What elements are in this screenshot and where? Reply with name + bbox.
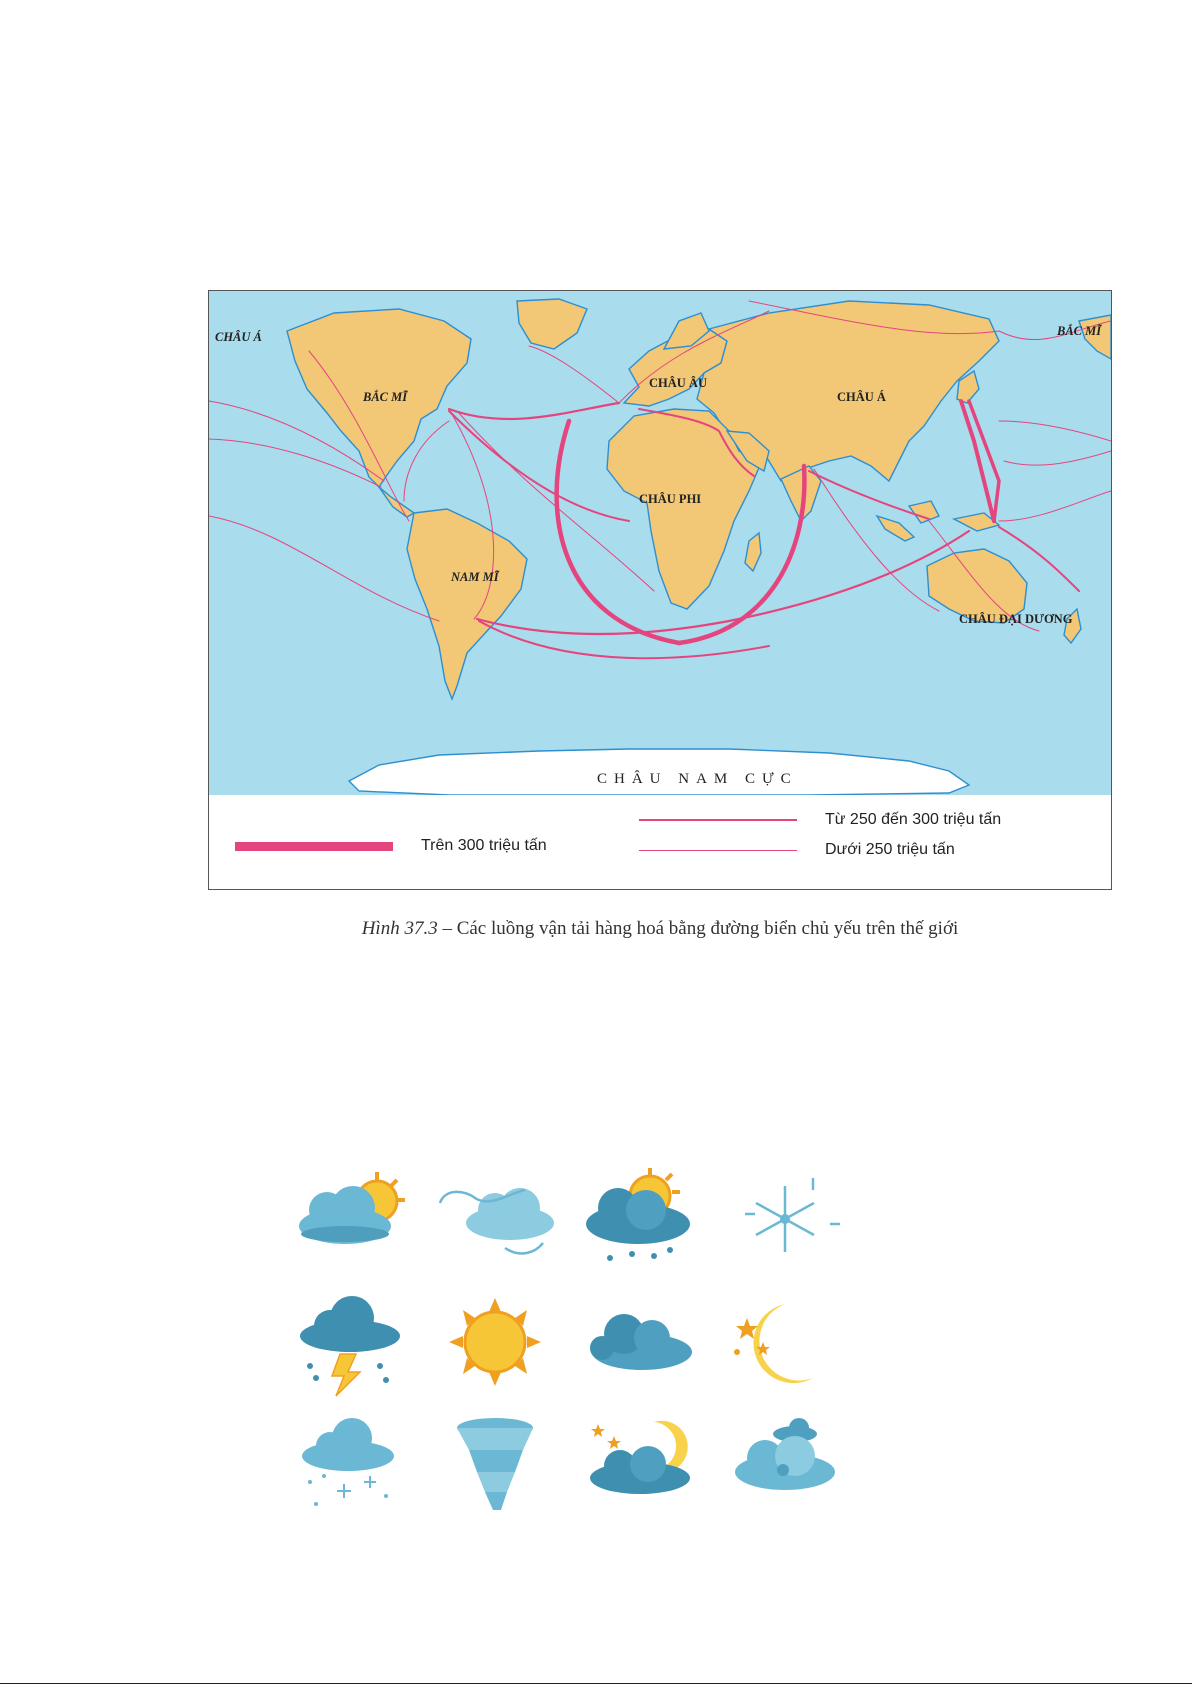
sun-icon — [435, 1296, 565, 1406]
rain-cloud-sun-icon — [580, 1168, 710, 1278]
label-chau-a: CHÂU Á — [837, 390, 886, 404]
label-chau-phi: CHÂU PHI — [639, 492, 702, 506]
tornado-icon — [435, 1416, 565, 1526]
legend-thin-line — [639, 850, 797, 851]
world-map — [209, 291, 1111, 795]
legend-medium-label: Từ 250 đến 300 triệu tấn — [825, 811, 1002, 828]
moon-stars-icon — [725, 1296, 855, 1406]
page-bottom-rule — [0, 1683, 1192, 1684]
legend-thin — [639, 841, 955, 859]
label-bac-mi-right: BẮC MĨ — [1057, 324, 1102, 338]
legend-thick-label: Trên 300 triệu tấn — [421, 837, 547, 854]
label-nam-mi: NAM MĨ — [451, 570, 499, 584]
overcast-icon — [725, 1416, 855, 1526]
figure-caption — [208, 918, 1112, 940]
windy-cloud-icon — [435, 1168, 565, 1278]
legend-thick-line — [235, 842, 393, 851]
legend-medium — [639, 811, 1001, 829]
cloud-sun-icon — [285, 1168, 415, 1278]
label-chau-nam-cuc: CHÂU NAM CỰC — [597, 771, 798, 787]
label-chau-dai-duong: CHÂU ĐẠI DƯƠNG — [959, 612, 1073, 626]
map-legend — [209, 795, 1111, 889]
legend-medium-line — [639, 819, 797, 821]
snow-cloud-icon — [290, 1416, 420, 1526]
snowflake-icon — [725, 1168, 855, 1278]
night-cloud-icon — [580, 1416, 710, 1526]
caption-number: Hình 37.3 — [361, 918, 438, 939]
thunderstorm-icon — [290, 1296, 420, 1406]
map-figure — [208, 290, 1112, 890]
legend-thick — [235, 837, 547, 855]
caption-text: – Các luồng vận tải hàng hoá bằng đường biển chủ yếu trên thế giới — [437, 918, 959, 939]
label-chau-a-left: CHÂU Á — [215, 330, 262, 344]
cloudy-icon — [580, 1296, 710, 1406]
legend-thin-label: Dưới 250 triệu tấn — [825, 841, 955, 858]
weather-icon-grid — [280, 1168, 880, 1528]
label-bac-mi: BẮC MĨ — [363, 390, 408, 404]
label-chau-au: CHÂU ÂU — [649, 376, 707, 390]
